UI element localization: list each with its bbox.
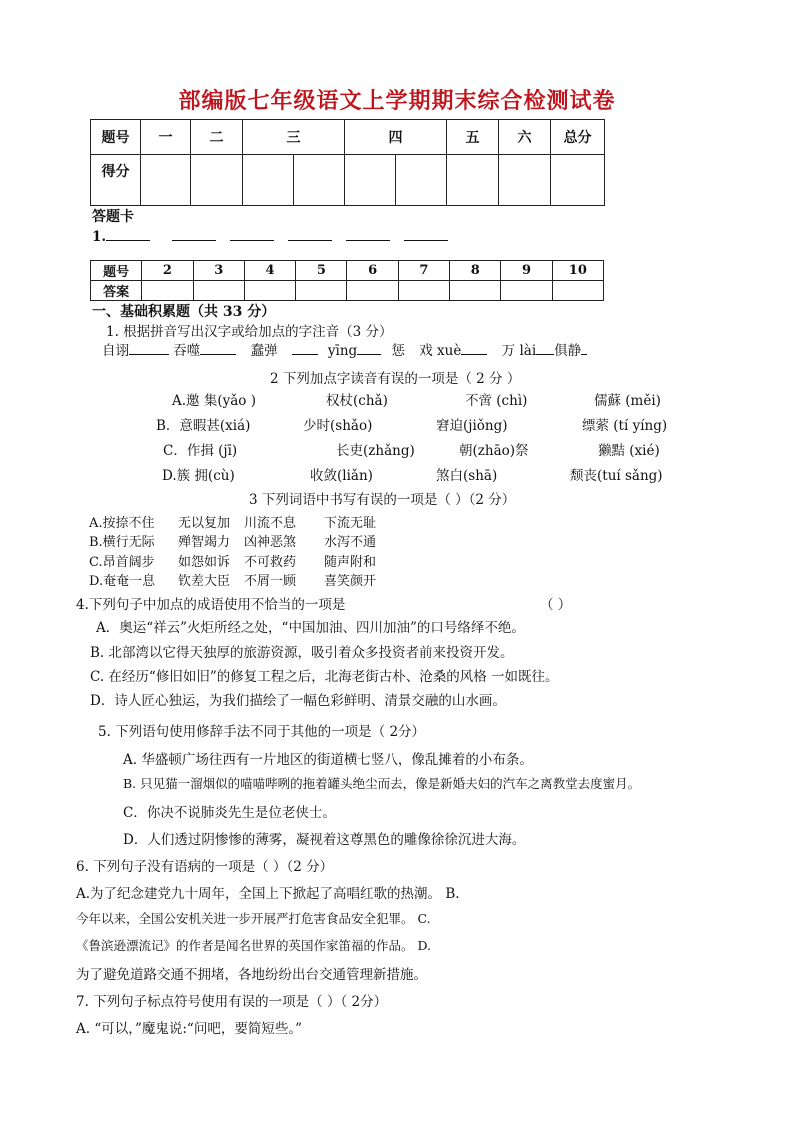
- score-input-cell[interactable]: [499, 155, 551, 206]
- q2-cell: 权杖(chǎ): [326, 393, 388, 409]
- q4-option-c: C. 在经历“修旧如旧”的修复工程之后，北海老街古朴、沧桑的风格 一如既往。: [90, 669, 559, 685]
- q1-item: 俱静: [554, 343, 582, 359]
- q1-blank[interactable]: [200, 340, 236, 355]
- score-head-cell: 三: [243, 120, 345, 155]
- q3-option-a: [0, 512, 794, 530]
- q1-blank[interactable]: [581, 340, 587, 355]
- score-input-cell[interactable]: [294, 155, 345, 206]
- answer-blank[interactable]: [346, 226, 390, 241]
- answer-input-cell[interactable]: [552, 281, 603, 301]
- q2-option-d: [0, 464, 794, 482]
- q3-cell: 殚智竭力: [178, 535, 231, 550]
- answer-blank[interactable]: [288, 226, 332, 241]
- q2-cell: 煞白(shā): [436, 468, 498, 484]
- score-input-cell[interactable]: [396, 155, 447, 206]
- page-title: 部编版七年级语文上学期期末综合检测试卷: [178, 89, 616, 114]
- section-heading: 一、基础积累题（共 33 分）: [92, 304, 276, 320]
- q1-blank[interactable]: [536, 340, 554, 355]
- question-5-stem: 5. 下列语句使用修辞手法不同于其他的一项是（ 2分）: [98, 724, 426, 740]
- q1-item: 惩: [391, 343, 405, 359]
- answer-input-cell[interactable]: [244, 281, 295, 301]
- q6-line-1: A.为了纪念建党九十周年，全国上下掀起了高唱红歌的热潮。 B.: [76, 886, 460, 902]
- q6-line-2: 今年以来，全国公安机关进一步开展严打危害食品安全犯罪。 C.: [76, 911, 431, 926]
- answer-input-cell[interactable]: [501, 281, 552, 301]
- q2-cell: 缥萦 (tí yíng): [582, 418, 668, 434]
- score-head-cell: 一: [141, 120, 191, 155]
- q2-cell: B．意暇甚(xiá): [156, 418, 251, 434]
- q1-blank[interactable]: [357, 340, 381, 355]
- answer-blank[interactable]: [172, 226, 216, 241]
- question-1-stem: 1. 根据拼音写出汉字或给加点的字注音（3 分）: [106, 324, 393, 340]
- q1-item: 戏 xuè: [419, 343, 462, 359]
- q5-option-b: B. 只见猫一溜烟似的喵喵哔咧的拖着罐头绝尘而去，像是新婚夫妇的汽车之离教堂去度蜜月。: [123, 776, 641, 791]
- answer-input-cell[interactable]: [193, 281, 244, 301]
- q2-cell: A.邀 集(yǎo ): [172, 393, 256, 409]
- q3-option-c: [0, 551, 794, 569]
- score-head-cell: 五: [447, 120, 499, 155]
- q1-blank[interactable]: [461, 340, 487, 355]
- q3-cell: 随声附和: [324, 555, 377, 570]
- q2-cell: 少时(shǎo): [303, 418, 373, 434]
- q2-cell: 不啻 (chì): [465, 393, 528, 409]
- q1-item: yīng: [327, 343, 358, 359]
- q3-cell: A.按捺不住: [89, 516, 155, 531]
- score-head-cell: 题号: [91, 120, 141, 155]
- answer-card-label: 答题卡: [92, 209, 134, 225]
- score-head-cell: 二: [191, 120, 243, 155]
- answer-input-cell[interactable]: [296, 281, 347, 301]
- q3-option-d: [0, 570, 794, 588]
- answer-blank[interactable]: [106, 226, 150, 241]
- answer-table: [90, 260, 604, 301]
- answer-head-cell: 2: [142, 261, 193, 281]
- answer-head-cell: 10: [552, 261, 603, 281]
- q5-option-c: C．你决不说肺炎先生是位老侠士。: [123, 805, 336, 821]
- score-table: [90, 119, 605, 206]
- answer-head-cell: 9: [501, 261, 552, 281]
- q6-line-4: 为了避免道路交通不拥堵，各地纷纷出台交通管理新措施。: [76, 967, 427, 983]
- question-3-stem: 3 下列词语中书写有误的一项是（ ）（2 分）: [249, 492, 516, 508]
- q4-option-a: A．奥运“祥云”火炬所经之处，“中国加油、四川加油”的口号络绎不绝。: [96, 620, 525, 636]
- answer-head-cell: 4: [244, 261, 295, 281]
- score-input-cell[interactable]: [345, 155, 396, 206]
- q2-cell: D.簇 拥(cù): [162, 468, 235, 484]
- answer-head-cell: 题号: [91, 261, 142, 281]
- score-label-cell: 得分: [91, 155, 141, 206]
- q4-option-d: D．诗人匠心独运，为我们描绘了一幅色彩鲜明、清景交融的山水画。: [90, 693, 506, 709]
- q1-item: 蠢弹: [250, 343, 278, 359]
- q3-cell: 不屑一顾: [244, 574, 297, 589]
- q3-cell: 无以复加: [178, 516, 231, 531]
- score-head-cell: 四: [345, 120, 447, 155]
- q2-cell: 窘迫(jiǒng): [436, 418, 508, 434]
- q3-cell: 钦差大臣: [178, 574, 231, 589]
- q3-cell: 不可救药: [244, 555, 297, 570]
- q5-option-a: A. 华盛顿广场往西有一片地区的街道横七竖八，像乱摊着的小布条。: [123, 752, 533, 768]
- q2-cell: 长吏(zhǎng): [336, 443, 415, 459]
- score-input-cell[interactable]: [243, 155, 294, 206]
- q4-option-b: B. 北部湾以它得天独厚的旅游资源，吸引着众多投资者前来投资开发。: [90, 645, 514, 661]
- score-input-cell[interactable]: [551, 155, 605, 206]
- answer-head-cell: 6: [347, 261, 398, 281]
- answer-input-cell[interactable]: [347, 281, 398, 301]
- q2-cell: 收敛(liǎn): [310, 468, 373, 484]
- q2-cell: 獭黠 (xié): [598, 443, 660, 459]
- question-7-stem: 7. 下列句子标点符号使用有误的一项是（ ）（ 2分）: [76, 994, 388, 1010]
- q2-cell: C．作揖 (jī): [163, 443, 238, 459]
- score-input-cell[interactable]: [191, 155, 243, 206]
- question-2-stem: 2 下列加点字读音有误的一项是（ 2 分 ）: [270, 371, 521, 387]
- q5-option-d: D．人们透过阴惨惨的薄雾，凝视着这尊黑色的雕像徐徐沉进大海。: [123, 832, 526, 848]
- q3-cell: B.横行无际: [89, 535, 155, 550]
- answer-input-cell[interactable]: [142, 281, 193, 301]
- question-6-stem: 6. 下列句子没有语病的一项是（ ）（2 分）: [76, 859, 334, 875]
- answer-head-cell: 7: [398, 261, 449, 281]
- q3-cell: 喜笑颜开: [324, 574, 377, 589]
- score-input-cell[interactable]: [447, 155, 499, 206]
- q3-cell: 川流不息: [244, 516, 297, 531]
- q1-blank[interactable]: [292, 340, 318, 355]
- q6-line-3: 《鲁滨逊漂流记》的作者是闻名世界的英国作家笛福的作品。 D.: [76, 938, 432, 953]
- answer-input-cell[interactable]: [398, 281, 449, 301]
- q2-cell: 朝(zhāo)祭: [459, 443, 529, 459]
- answer-head-cell: 3: [193, 261, 244, 281]
- q2-option-b: [0, 414, 794, 432]
- q3-cell: D.奄奄一息: [89, 574, 156, 589]
- q7-option-a: A. “可以，”魔鬼说:“问吧，要简短些。”: [76, 1021, 302, 1037]
- answer-head-cell: 8: [450, 261, 501, 281]
- answer-blank[interactable]: [230, 226, 274, 241]
- score-head-cell: 总分: [551, 120, 605, 155]
- question-1-items: [102, 339, 587, 359]
- q1-item: 吞噬: [173, 343, 201, 359]
- q2-option-c: [0, 439, 794, 457]
- score-head-cell: 六: [499, 120, 551, 155]
- q1-item: 自诩: [102, 343, 129, 359]
- q3-cell: 下流无耻: [324, 516, 377, 531]
- question-4-stem: 4.下列句子中加点的成语使用不恰当的一项是: [76, 597, 346, 613]
- q3-option-b: [0, 531, 794, 549]
- answer-card-blanks: [92, 226, 448, 245]
- answer-head-cell: 5: [296, 261, 347, 281]
- answer-card-first-number: 1.: [92, 229, 107, 245]
- score-input-cell[interactable]: [141, 155, 191, 206]
- q3-cell: 凶神恶煞: [244, 535, 297, 550]
- q2-option-a: [0, 389, 794, 407]
- answer-input-cell[interactable]: [450, 281, 501, 301]
- q2-cell: 儒蘇 (měi): [594, 393, 661, 409]
- q1-blank[interactable]: [129, 340, 169, 355]
- q3-cell: 水泻不通: [324, 535, 377, 550]
- answer-blank[interactable]: [404, 226, 448, 241]
- q3-cell: C.昂首阔步: [89, 555, 155, 570]
- question-4-paren: （ ）: [540, 597, 572, 613]
- q2-cell: 颓丧(tuí sǎng): [570, 468, 663, 484]
- q3-cell: 如怨如诉: [178, 555, 231, 570]
- answer-label-cell: 答案: [91, 281, 142, 301]
- q1-item: 万 lài: [501, 343, 537, 359]
